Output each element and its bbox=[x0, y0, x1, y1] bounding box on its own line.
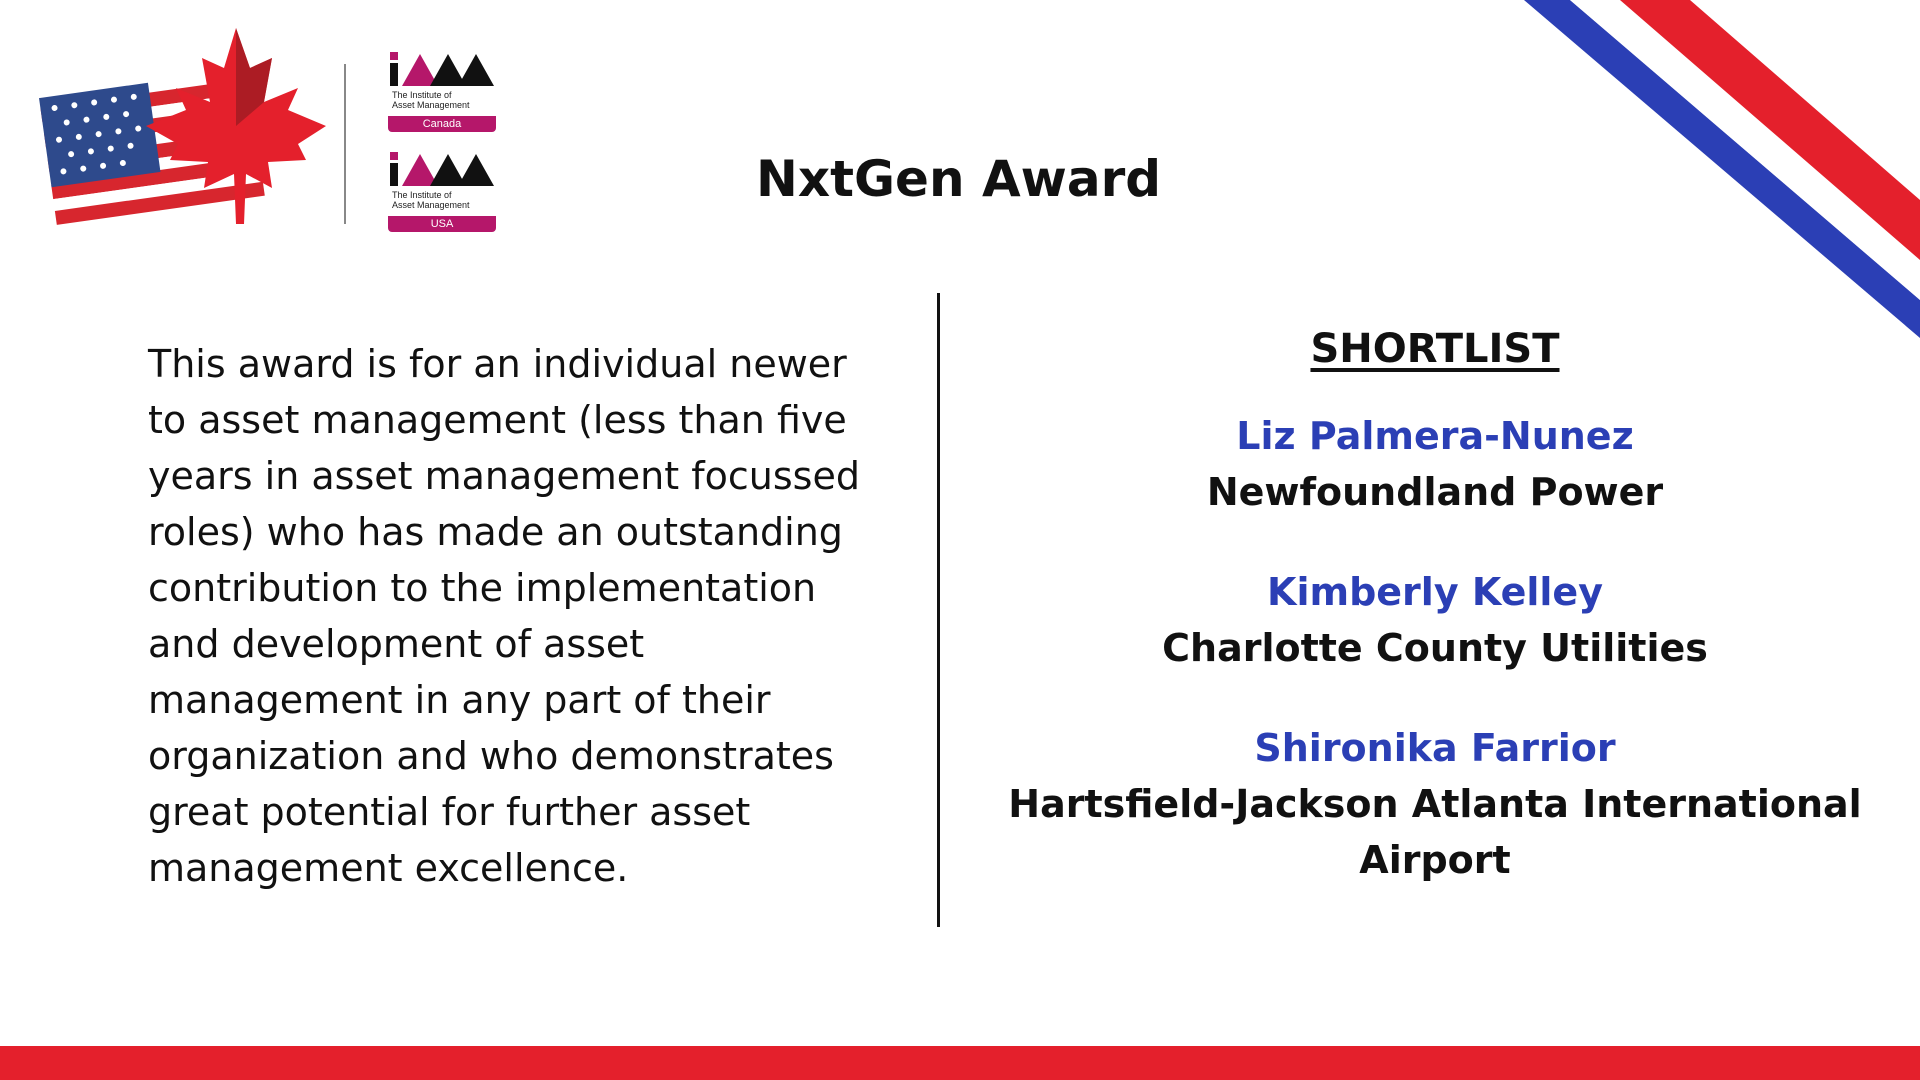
nominee-organization: Newfoundland Power bbox=[1206, 470, 1664, 514]
iam-logo-mark-icon bbox=[386, 150, 498, 188]
nominee-item bbox=[1000, 720, 1870, 888]
iam-canada-country: Canada bbox=[388, 116, 496, 132]
iam-usa-line1: The Institute of bbox=[392, 190, 452, 200]
shortlist-section bbox=[1000, 326, 1870, 932]
award-description: This award is for an individual newer to asset management (less than five years in asset management focussed roles) who has made an outstanding contribution to the implementation and development of asset management in any part of their organization and who demonstrates great potential for further asset management excellence. bbox=[148, 342, 860, 890]
usa-canada-flag-icon bbox=[36, 28, 336, 248]
page-title: NxtGen Award bbox=[756, 150, 1162, 208]
iam-canada-line1: The Institute of bbox=[392, 90, 452, 100]
nominee-name: Liz Palmera-Nunez bbox=[1236, 414, 1634, 458]
corner-stripes-decoration bbox=[1500, 0, 1920, 340]
nominee-organization: Hartsfield-Jackson Atlanta International Airport bbox=[1008, 782, 1862, 882]
iam-usa-logo bbox=[386, 150, 498, 236]
iam-canada-logo bbox=[386, 50, 498, 136]
logo-divider bbox=[344, 64, 346, 224]
nominee-item bbox=[1000, 564, 1870, 676]
iam-usa-subtitle bbox=[392, 190, 496, 210]
nominee-name: Shironika Farrior bbox=[1254, 726, 1616, 770]
nominee-item bbox=[1000, 408, 1870, 520]
bottom-bar-decoration bbox=[0, 1046, 1920, 1080]
nominee-name: Kimberly Kelley bbox=[1267, 570, 1603, 614]
center-divider bbox=[937, 293, 940, 927]
shortlist-heading: SHORTLIST bbox=[1310, 326, 1560, 372]
nominee-organization: Charlotte County Utilities bbox=[1162, 626, 1708, 670]
iam-usa-country: USA bbox=[388, 216, 496, 232]
iam-logo-mark-icon bbox=[386, 50, 498, 88]
iam-usa-line2: Asset Management bbox=[392, 200, 470, 210]
iam-canada-line2: Asset Management bbox=[392, 100, 470, 110]
iam-canada-subtitle bbox=[392, 90, 496, 110]
